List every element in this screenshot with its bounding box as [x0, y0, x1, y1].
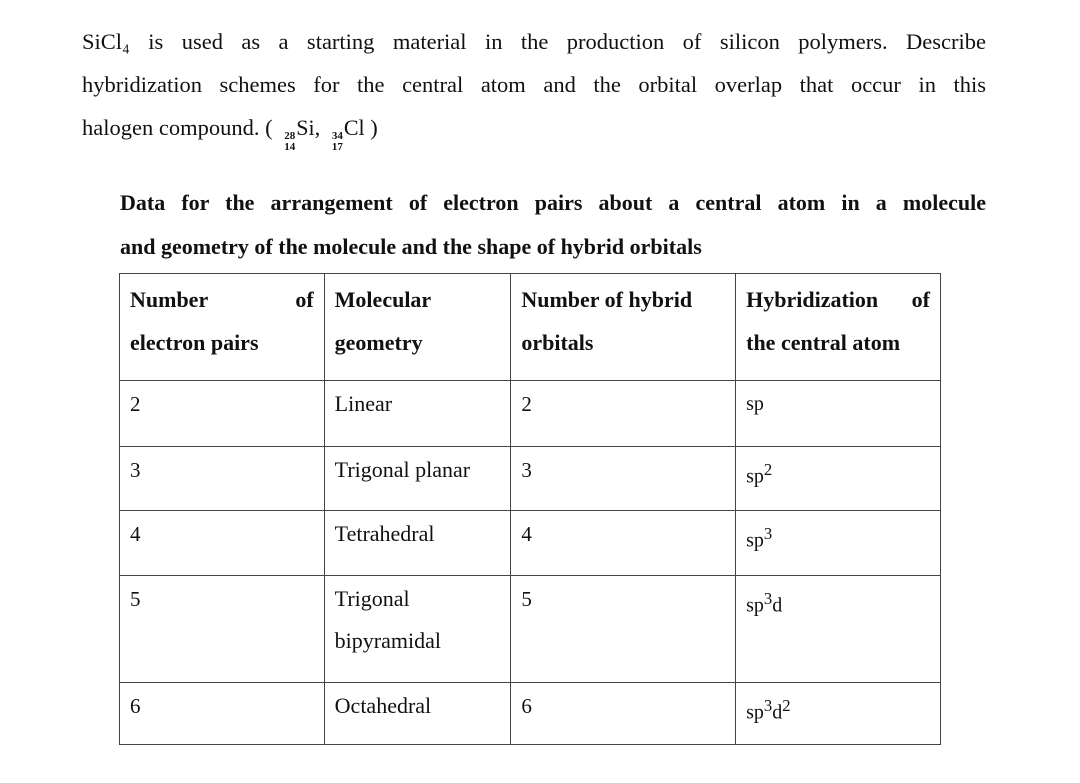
cell-hybrid-orbitals: 2 — [511, 381, 736, 447]
table-row — [120, 381, 941, 447]
hybridization-table — [119, 273, 941, 745]
cell-hybridization: $sp^2$ — [736, 447, 941, 511]
cell-geometry: Octahedral — [324, 683, 511, 745]
silicon-isotope — [284, 106, 314, 153]
table-header-row — [120, 274, 941, 381]
header-hybridization: Hybridization of the central atom — [736, 274, 941, 381]
cell-geometry: Tetrahedral — [324, 511, 511, 576]
si-mass-number: 28 — [284, 130, 296, 142]
table-row — [120, 576, 941, 683]
si-symbol: Si — [296, 115, 315, 140]
header-electron-pairs: Number of electron pairs — [120, 274, 325, 381]
cl-mass-number: 34 — [331, 130, 343, 142]
cell-hybrid-orbitals: 3 — [511, 447, 736, 511]
cell-hybridization: $sp^3d$ — [736, 576, 941, 683]
table-row — [120, 511, 941, 576]
cell-electron-pairs: 3 — [120, 447, 325, 511]
cell-electron-pairs: 6 — [120, 683, 325, 745]
header-molecular-geometry: Molecular geometry — [324, 274, 511, 381]
cell-geometry: Trigonal bipyramidal — [324, 576, 511, 683]
table-row — [120, 447, 941, 511]
si-atomic-number: 14 — [284, 141, 296, 153]
cl-symbol: Cl — [343, 115, 365, 140]
cell-hybridization: $sp^3d^2$ — [736, 683, 941, 745]
caption-line-1: Data for the arrangement of electron pairs about a central atom in a molecule — [120, 190, 986, 215]
cell-electron-pairs: 2 — [120, 381, 325, 447]
cell-hybridization: sp — [736, 381, 941, 447]
cell-hybrid-orbitals: 5 — [511, 576, 736, 683]
table-row — [120, 683, 941, 745]
question-line-3 — [82, 106, 986, 153]
chlorine-isotope — [332, 106, 365, 153]
cell-electron-pairs: 5 — [120, 576, 325, 683]
header-hybrid-orbitals: Number of hybrid orbitals — [511, 274, 736, 381]
isotope-separator: , — [314, 115, 321, 140]
question-line-3-suffix: ) — [370, 115, 378, 140]
cell-hybrid-orbitals: 4 — [511, 511, 736, 576]
question-line-1: SiCl₄ is used as a starting material in the production of silicon polymers. Describe — [82, 29, 986, 54]
question-line-3-prefix: halogen compound. ( — [82, 115, 273, 140]
cell-electron-pairs: 4 — [120, 511, 325, 576]
cell-geometry: Trigonal planar — [324, 447, 511, 511]
caption-line-2: and geometry of the molecule and the shape of hybrid orbitals — [120, 234, 702, 259]
question-line-2: hybridization schemes for the central atom and the orbital overlap that occur in this — [82, 72, 986, 97]
table-caption — [120, 181, 986, 269]
cell-hybrid-orbitals: 6 — [511, 683, 736, 745]
cell-hybridization: $sp^3$ — [736, 511, 941, 576]
question-paragraph — [82, 20, 986, 153]
cell-geometry: Linear — [324, 381, 511, 447]
cl-atomic-number: 17 — [331, 141, 343, 153]
